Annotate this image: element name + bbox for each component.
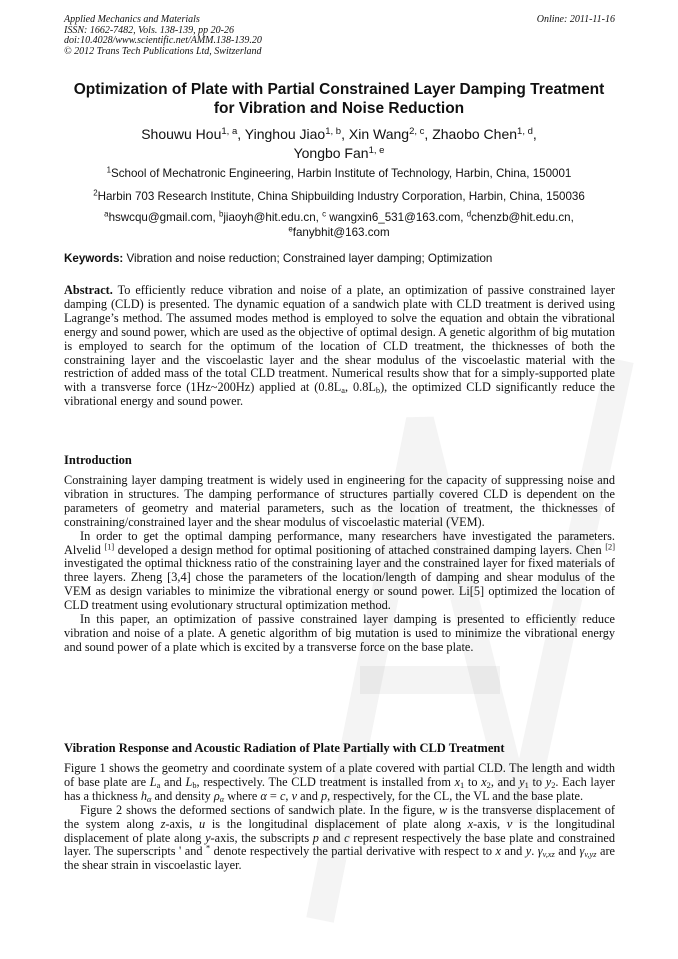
journal-name: Applied Mechanics and Materials [64, 14, 200, 25]
introduction-heading: Introduction [64, 453, 132, 467]
section-body [64, 762, 615, 873]
author-affil-mark: 1, e [368, 144, 385, 156]
email-link[interactable]: jiaoyh@hit.edu.cn, [223, 211, 319, 224]
email-list: $^a$hswcqu@gmail.com, $^b$jiaoyh@hit.edu.cn, $^c$ wangxin6_531@163.com, $^d$chenzb@hit.edu.cn, $^e$fanybhit@163.com [104, 209, 574, 239]
paragraph: In this paper, an optimization of passive constrained layer damping is presented to efficiently reduce vibration and noise of a plate. A genetic algorithm of big mutation is used to minimize the vibrational energy and sound power of a plate which is excited by a transverse force on the base plate. [64, 612, 615, 654]
author-name: Zhaobo Chen [432, 126, 518, 142]
paragraph: Constraining layer damping treatment is widely used in engineering for the capacity of suppressing noise and vibration in structures. The damping performance of structures partially covered CLD is dependent on the parameters of geometry and material parameters, such as the location of treatment, the thicknesses of constraining/constrained layer and the shear modulus of viscoelastic material (VEM). [64, 473, 615, 529]
keywords-label: Keywords: [64, 252, 124, 265]
email-link[interactable]: fanybhit@163.com [292, 226, 390, 239]
journal-header [64, 15, 262, 57]
author-name: Xin Wang [348, 126, 410, 142]
author-affil-mark: 1, b [325, 125, 342, 137]
email-link[interactable]: hswcqu@gmail.com, [108, 211, 216, 224]
author-name: Yongbo Fan [293, 145, 369, 161]
introduction-body [64, 474, 615, 655]
paragraph: In order to get the optimal damping performance, many researchers have investigated the parameters. Alvelid [1] developed a design method for optimal positioning of attached constrained damping layers. Chen [2] investigated the optimal thickness ratio of the constraining layer and the constrained layer for fixed materials of three layers. Zheng [3,4] chose the parameters of the location/length of damping and shear modulus of the VEM as design variables to minimize the vibrational energy or sound power. Li[5] optimized the location of CLD treatment using evolutionary structural optimization method. [64, 528, 615, 613]
author-affil-mark: 1, a [221, 125, 238, 137]
section-heading: Vibration Response and Acoustic Radiation of Plate Partially with CLD Treatment [64, 741, 505, 755]
abstract-label: Abstract. [64, 283, 113, 297]
email-link[interactable]: chenzb@hit.edu.cn, [471, 211, 574, 224]
keywords-text: Vibration and noise reduction; Constrained layer damping; Optimization [126, 252, 493, 265]
citation[interactable]: [1] [104, 541, 115, 551]
paper-title [60, 80, 618, 118]
author-list: Shouwu Hou$^{1, a}$, Yinghou Jiao$^{1, b}$, Xin Wang$^{2, c}$, Zhaobo Chen$^{1, d}$, Yongbo Fan$^{1, e}$ [141, 125, 537, 161]
online-date: Online: 2011-11-16 [536, 14, 615, 25]
paragraph: Figure 1 shows the geometry and coordinate system of a plate covered with partial CLD. The length and width of base plate are $L_a$ and $L_b$, respectively. The CLD treatment is installed from $x_1$ to $x_2$, and $y_1$ to $y_2$. Each layer has a thickness $h_\alpha$ and density $\rho_\alpha$ where α = c, v and p, respectively, for the CL, the VL and the base plate. [64, 761, 615, 804]
abstract: Abstract. To efficiently reduce vibration and noise of a plate, an optimization of passive constrained layer damping (CLD) is presented. The dynamic equation of a sandwich plate with CLD treatment is derived using Lagrange’s method. The assumed modes method is employed to solve the equation and obtain the vibrational energy and sound power, which are used as the objective of optimal design. A genetic algorithm of big mutation is employed to search for the optimum of the location of CLD treatment, the thicknesses of both the constraining layer and the viscoelastic layer and the shear modulus of the viscoelastic material with the restriction of added mass of the total CLD treatment. Numerical results show that for a simply-supported plate with a transverse force (1Hz~200Hz) applied at ($0.8L_a$, $0.8L_b$), the optimized CLD significantly reduce the vibrational energy and sound power. [64, 283, 616, 409]
paragraph: Figure 2 shows the deformed sections of sandwich plate. In the figure, w is the transverse displacement of the system along z-axis, u is the longitudinal displacement of plate along x-axis, v is the longitudinal displacement of plate along y-axis, the subscripts p and c represent respectively the base plate and constrained layer. The superscripts ' and * denote respectively the partial derivative with respect to x and y. $\gamma_{v,xz}$ and $\gamma_{v,yz}$ are the shear strain in viscoelastic layer. [64, 802, 616, 873]
paper-title-line2: for Vibration and Noise Reduction [213, 100, 465, 117]
author-affil-mark: 1, d [517, 125, 533, 137]
author-affil-mark: 2, c [409, 125, 425, 137]
author-name: Shouwu Hou [141, 126, 222, 142]
affiliation-2: $^2$Harbin 703 Research Institute, China Shipbuilding Industry Corporation, Harbin, China, 150036 [93, 188, 585, 203]
journal-copyright: © 2012 Trans Tech Publications Ltd, Switzerland [64, 45, 262, 57]
citation[interactable]: [2] [605, 541, 615, 551]
email-link[interactable]: wangxin6_531@163.com, [329, 211, 464, 224]
keywords [64, 251, 616, 266]
journal-issn: ISSN: 1662-7482, Vols. 138-139, pp 20-26 [64, 24, 234, 36]
paper-title-line1: Optimization of Plate with Partial Constrained Layer Damping Treatment [73, 81, 605, 98]
author-name: Yinghou Jiao [244, 126, 326, 142]
journal-doi[interactable]: doi:10.4028/www.scientific.net/AMM.138-139.20 [64, 35, 262, 47]
affiliation-1: $^1$School of Mechatronic Engineering, Harbin Institute of Technology, Harbin, China, 150001 [106, 165, 572, 180]
